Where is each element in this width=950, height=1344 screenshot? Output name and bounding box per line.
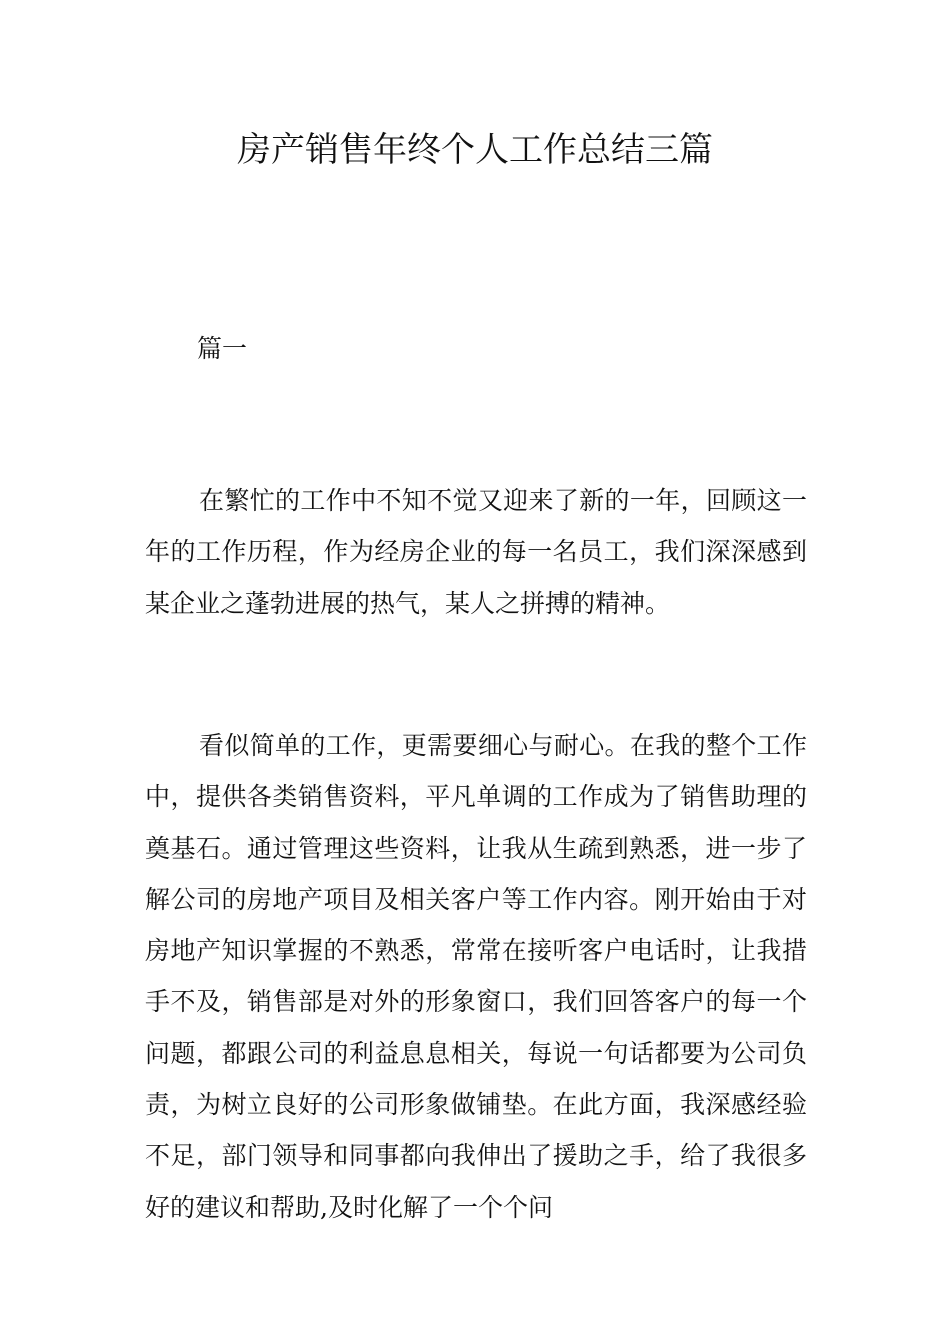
section-label: 篇一 — [197, 334, 248, 363]
paragraph-2: 看似简单的工作，更需要细心与耐心。在我的整个工作中，提供各类销售资料，平凡单调的工作成为了销售助理的奠基石。通过管理这些资料，让我从生疏到熟悉，进一步了解公司的房地产项目及相关客户等工作内容。刚开始由于对房地产知识掌握的不熟悉，常常在接听客户电话时，让我措手不及，销售部是对外的形象窗口，我们回答客户的每一个问题，都跟公司的利益息息相关，每说一句话都要为公司负责，为树立良好的公司形象做铺垫。在此方面，我深感经验不足，部门领导和同事都向我伸出了援助之手，给了我很多好的建议和帮助,及时化解了一个个问 — [145, 731, 807, 1222]
paragraph-1: 在繁忙的工作中不知不觉又迎来了新的一年，回顾这一年的工作历程，作为经房企业的每一名员工，我们深深感到某企业之蓬勃进展的热气，某人之拼搏的精神。 — [145, 486, 807, 618]
document-title: 房产销售年终个人工作总结三篇 — [237, 130, 713, 170]
